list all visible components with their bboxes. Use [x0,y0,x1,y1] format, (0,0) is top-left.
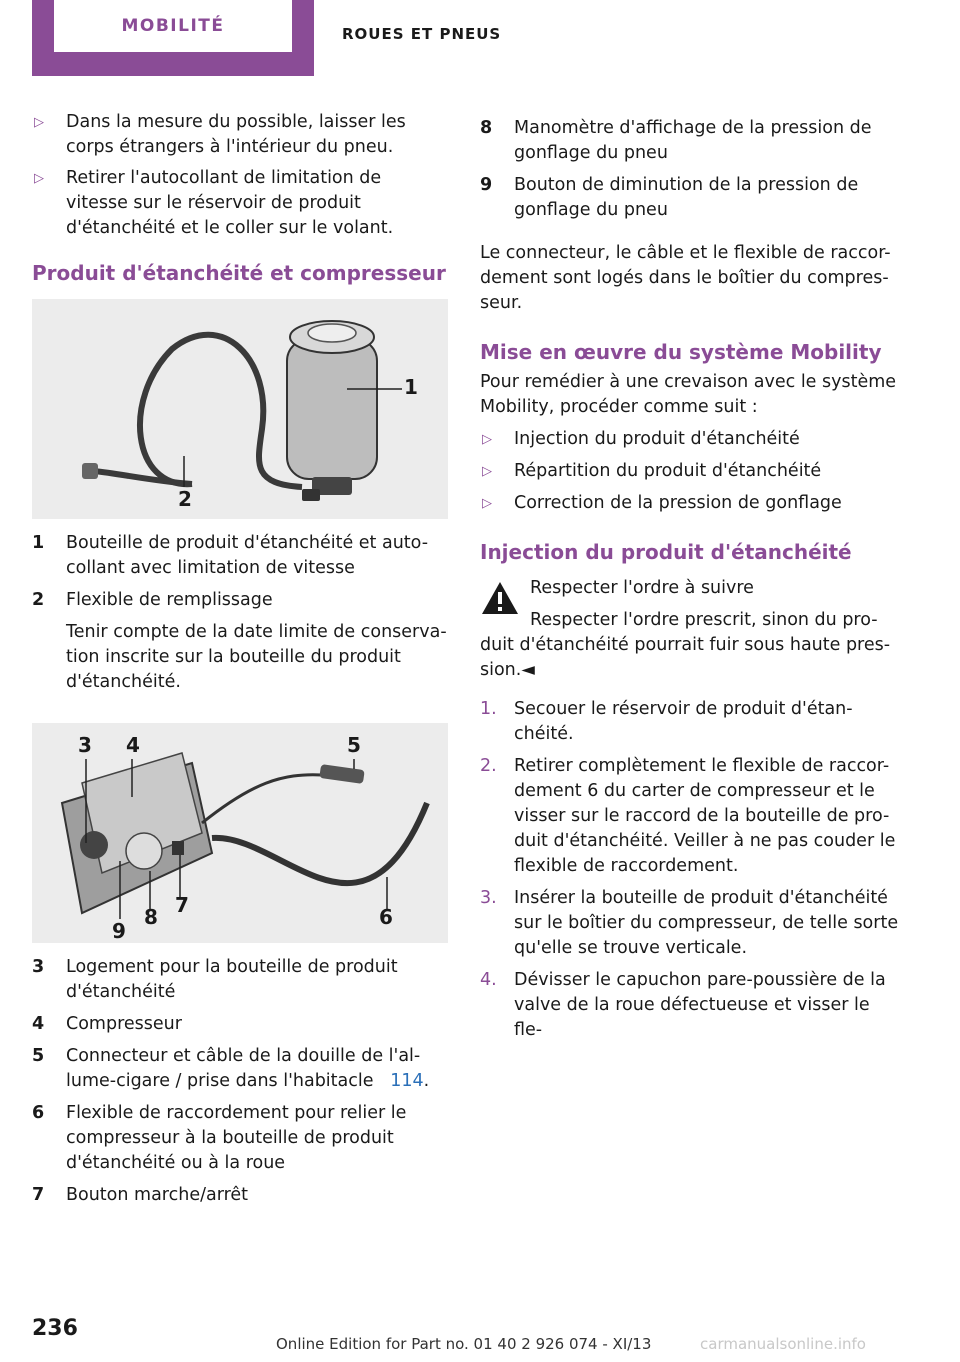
watermark: carmanualsonline.info [700,1335,866,1353]
figure-label-6: 6 [379,905,393,929]
right-column [480,116,900,1043]
list-item [32,1012,448,1037]
figure-label-2: 2 [178,487,192,511]
step-text: Dévisser le capuchon pare-poussière de la valve de la roue défectueuse et visser le fle- [514,970,886,1040]
item-text: Bouteille de produit d'étanchéité et auto-collant avec limitation de vitesse [66,533,429,578]
figure-label-5: 5 [347,733,361,757]
list-item [32,531,448,581]
tab-roues-et-pneus[interactable]: ROUES ET PNEUS [342,25,502,43]
step-item [480,968,900,1043]
figure-label-3: 3 [78,733,92,757]
warning-text [480,608,900,683]
step-item [480,697,900,747]
list-item [32,1183,448,1208]
step-text: Secouer le réservoir de produit d'étan-chéité. [514,699,853,744]
figure-label-8: 8 [144,905,158,929]
triangle-bullet-icon: ▷ [482,496,492,511]
item-number: 2 [32,590,45,610]
step-number: 4. [480,970,497,990]
page-number: 236 [32,1316,78,1341]
step-text: Insérer la bouteille de produit d'étanchéité sur le boîtier du compresseur, de telle sorte qu'elle se trouve verticale. [514,888,899,958]
item-number: 3 [32,957,45,977]
header-tabs [0,0,960,76]
bullet-item [480,459,900,484]
step-item [480,754,900,879]
page-reference-link[interactable]: 114 [390,1071,424,1091]
item-number: 9 [480,175,493,195]
item-text: Connecteur et câble de la douille de l'al-lume-cigare / prise dans l'habitacle 114. [66,1046,430,1091]
list-item [480,173,900,223]
warning-box [480,576,900,683]
bullet-text: Répartition du produit d'étanchéité [514,461,822,481]
item-text: Flexible de raccordement pour relier le compresseur à la bouteille de produit d'étanchéité ou à la roue [66,1103,407,1173]
step-item [480,886,900,961]
figure-label-9: 9 [112,919,126,943]
item-note: Tenir compte de la date limite de conserva-tion inscrite sur la bouteille du produit d'étanchéité. [66,622,447,692]
end-marker-icon: ◄ [521,660,535,680]
tab-mobilite-label: MOBILITÉ [54,0,292,52]
list-item [32,955,448,1005]
figure-label-7: 7 [175,893,189,917]
triangle-bullet-icon: ▷ [34,115,44,130]
item-text: Flexible de remplissage [66,590,273,610]
item-number: 7 [32,1185,45,1205]
bullet-text: Retirer l'autocollant de limitation de vitesse sur le réservoir de produit d'étanchéité et le coller sur le volant. [66,168,394,238]
triangle-bullet-icon: ▷ [34,171,44,186]
step-number: 2. [480,756,497,776]
figure-label-1: 1 [404,375,418,399]
item-text: Bouton de diminution de la pression de gonflage du pneu [514,175,859,220]
warning-text-content: Respecter l'ordre prescrit, sinon du pro-duit d'étanchéité pourrait fuir sous haute pres-sion. [480,610,891,680]
item-number: 1 [32,533,45,553]
step-text: Retirer complètement le flexible de raccor-dement 6 du carter de compresseur et le visser sur le raccord de la bouteille de pro-duit d'étanchéité. Veiller à ne pas couder le flexible de raccordement. [514,756,896,876]
item-number: 8 [480,118,493,138]
figure-sealant-bottle [32,299,448,519]
bullet-item [32,166,448,241]
list-item [32,1101,448,1176]
bullet-item [480,491,900,516]
figure-compressor [32,723,448,943]
step-number: 3. [480,888,497,908]
list-item [480,116,900,166]
item-text: Manomètre d'affichage de la pression de gonflage du pneu [514,118,872,163]
warning-triangle-icon [480,580,520,616]
item-number: 5 [32,1046,45,1066]
item-text: Bouton marche/arrêt [66,1185,249,1205]
figure-label-4: 4 [126,733,140,757]
paragraph-mobility-intro: Pour remédier à une crevaison avec le système Mobility, procéder comme suit : [480,372,897,417]
bullet-text: Dans la mesure du possible, laisser les corps étrangers à l'intérieur du pneu. [66,112,406,157]
item-number: 6 [32,1103,45,1123]
warning-title: Respecter l'ordre à suivre [530,578,754,598]
left-column [32,110,448,1208]
section-heading-mobility: Mise en œuvre du système Mobility [480,340,882,364]
bullet-text: Correction de la pression de gonflage [514,493,842,513]
list-item [32,1044,448,1094]
section-heading-injection: Injection du produit d'étanchéité [480,540,852,564]
item-text: Compresseur [66,1014,182,1034]
paragraph-connecteur: Le connecteur, le câble et le flexible de raccor-dement sont logés dans le boîtier du compres-seur. [480,243,891,313]
edition-info: Online Edition for Part no. 01 40 2 926 074 - XI/13 [276,1335,652,1353]
bullet-text: Injection du produit d'étanchéité [514,429,800,449]
item-text: Logement pour la bouteille de produit d'étanchéité [66,957,398,1002]
tab-mobilite[interactable] [32,0,314,76]
section-heading-produit: Produit d'étanchéité et compresseur [32,261,446,285]
triangle-bullet-icon: ▷ [482,432,492,447]
item-number: 4 [32,1014,45,1034]
triangle-bullet-icon: ▷ [482,464,492,479]
bullet-item [32,110,448,160]
sealant-bottle-illustration [32,299,448,519]
bullet-item [480,427,900,452]
step-number: 1. [480,699,497,719]
item-text-content: Connecteur et câble de la douille de l'al-lume-cigare / prise dans l'habitacle [66,1046,421,1091]
list-item [32,588,448,613]
